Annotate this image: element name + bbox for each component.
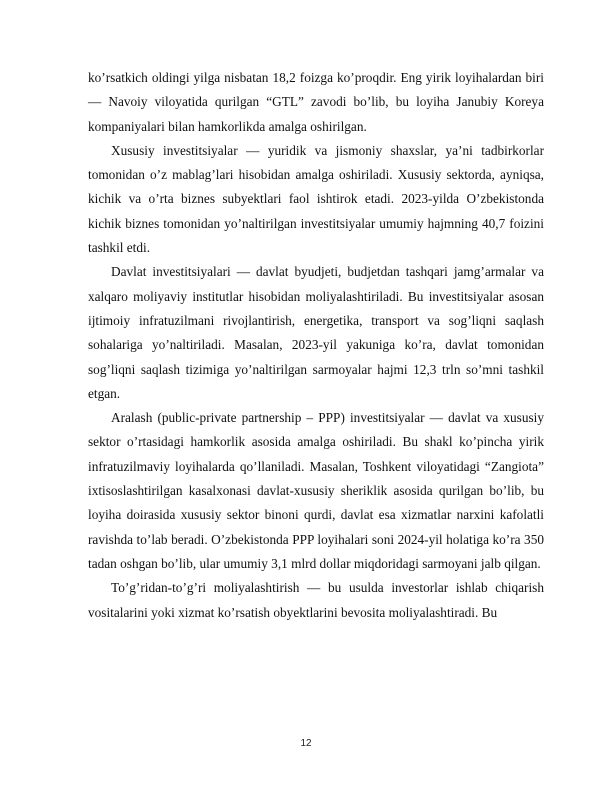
paragraph-ppp-investments: Aralash (public-private partnership – PPP) investitsiyalar — davlat va xususiy sektor o’rtasidagi hamkorlik asosida amalga oshiriladi. Bu shakl ko’pincha yirik infratuzilmaviy loyihalarda qo’llaniladi. Masalan, Toshkent viloyatidagi “Zangiota” ixtisoslashtirilgan kasalxonasi davlat-xususiy sheriklik asosida qurilgan bo’lib, bu loyiha doirasida xususiy sektor binoni qurdi, davlat esa xizmatlar narxini kafolatli ravishda to’lab beradi. O’zbekistonda PPP loyihalari soni 2024-yil holatiga ko’ra 350 tadan oshgan bo’lib, ular umumiy 3,1 mlrd dollar miqdoridagi sarmoyani jalb qilgan. <box>88 410 544 571</box>
document-body <box>88 66 544 625</box>
paragraph-direct-financing: To’g’ridan-to’g’ri moliyalashtirish — bu usulda investorlar ishlab chiqarish vositalarini yoki xizmat ko’rsatish obyektlarini bevosita moliyalashtiradi. Bu <box>88 580 544 620</box>
paragraph-continuation: ko’rsatkich oldingi yilga nisbatan 18,2 foizga ko’proqdir. Eng yirik loyihalardan biri — Navoiy viloyatida qurilgan “GTL” zavodi bo’lib, bu loyiha Janubiy Koreya kompaniyalari bilan hamkorlikda amalga oshirilgan. <box>88 70 544 134</box>
paragraph-private-investments: Xususiy investitsiyalar — yuridik va jismoniy shaxslar, ya’ni tadbirkorlar tomonidan o’z mablag’lari hisobidan amalga oshiriladi. Xususiy sektorda, ayniqsa, kichik va o’rta biznes subyektlari faol ishtirok etadi. 2023-yilda O’zbekistonda kichik biznes tomonidan yo’naltirilgan investitsiyalar umumiy hajmning 40,7 foizini tashkil etdi. <box>88 142 544 256</box>
page-number: 12 <box>300 738 312 749</box>
paragraph-state-investments: Davlat investitsiyalari — davlat byudjeti, budjetdan tashqari jamg’armalar va xalqaro moliyaviy institutlar hisobidan moliyalashtiriladi. Bu investitsiyalar asosan ijtimoiy infratuzilmani rivojlantirish, energetika, transport va sog’liqni saqlash sohalariga yo’naltiriladi. Masalan, 2023-yil yakuniga ko’ra, davlat tomonidan sog’liqni saqlash tizimiga yo’naltirilgan sarmoyalar hajmi 12,3 trln so’mni tashkil etgan. <box>88 264 544 401</box>
